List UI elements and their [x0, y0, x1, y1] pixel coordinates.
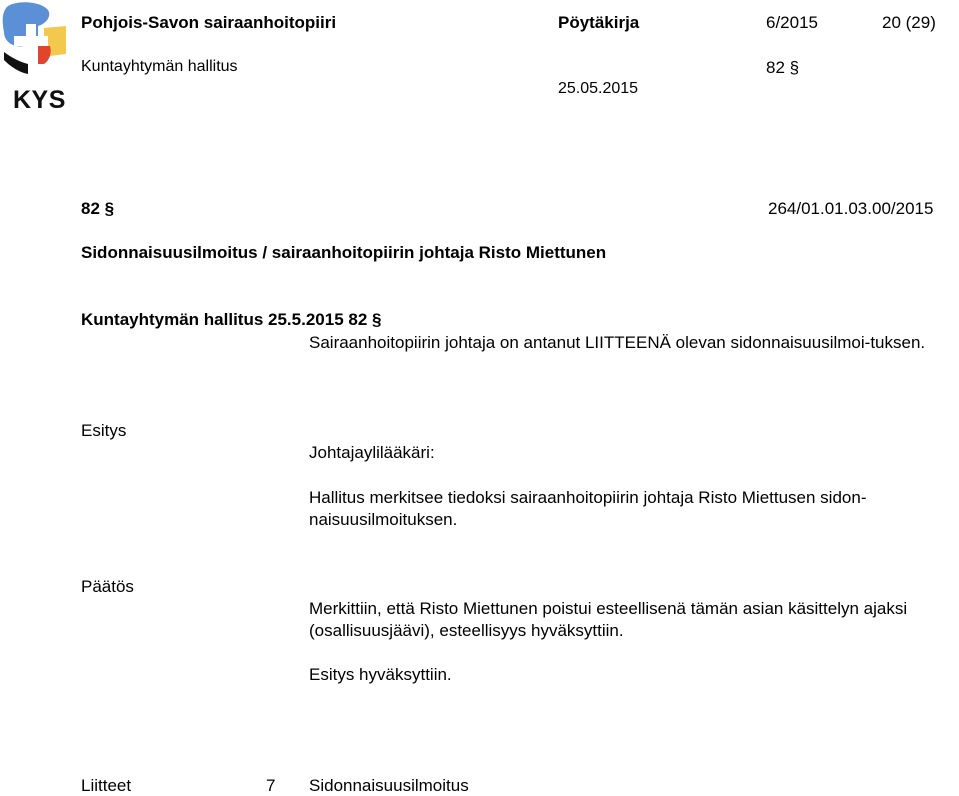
attachments-label: Liitteet: [81, 776, 132, 795]
proposal-presenter: Johtajaylilääkäri:: [309, 443, 435, 462]
decision-label: Päätös: [81, 577, 134, 596]
kys-logo: [2, 2, 68, 112]
page-number: 20 (29): [882, 13, 936, 32]
header-section: 82 §: [766, 58, 800, 77]
reference-number: 264/01.01.03.00/2015: [768, 199, 934, 218]
logo-text: KYS: [13, 86, 66, 114]
header-body-name: Kuntayhtymän hallitus: [81, 58, 238, 75]
document-type: Pöytäkirja: [558, 13, 640, 32]
organization-name: Pohjois-Savon sairaanhoitopiiri: [81, 13, 337, 32]
attachment-name: Sidonnaisuusilmoitus: [309, 776, 469, 795]
document-number: 6/2015: [766, 13, 818, 32]
proposal-label: Esitys: [81, 421, 127, 440]
decision-result: Esitys hyväksyttiin.: [309, 665, 452, 684]
item-title: Sidonnaisuusilmoitus / sairaanhoitopiirin johtaja Risto Miettunen: [81, 243, 607, 262]
attachment-number: 7: [266, 776, 276, 795]
header-date: 25.05.2015: [558, 80, 639, 97]
item-intro: Sairaanhoitopiirin johtaja on antanut LIITTEENÄ olevan sidonnaisuusilmoi-tuksen.: [309, 333, 926, 352]
decision-text: Merkittiin, että Risto Miettunen poistui esteellisenä tämän asian käsittelyn ajaksi (osallisuusjäävi), esteellisyys hyväksyttiin.: [309, 599, 908, 640]
item-section: 82 §: [81, 199, 115, 218]
kys-logo-mark: [2, 2, 68, 86]
proposal-text: Hallitus merkitsee tiedoksi sairaanhoitopiirin johtaja Risto Miettusen sidon-naisuusilmoituksen.: [309, 488, 867, 529]
meeting-reference: Kuntayhtymän hallitus 25.5.2015 82 §: [81, 310, 382, 329]
